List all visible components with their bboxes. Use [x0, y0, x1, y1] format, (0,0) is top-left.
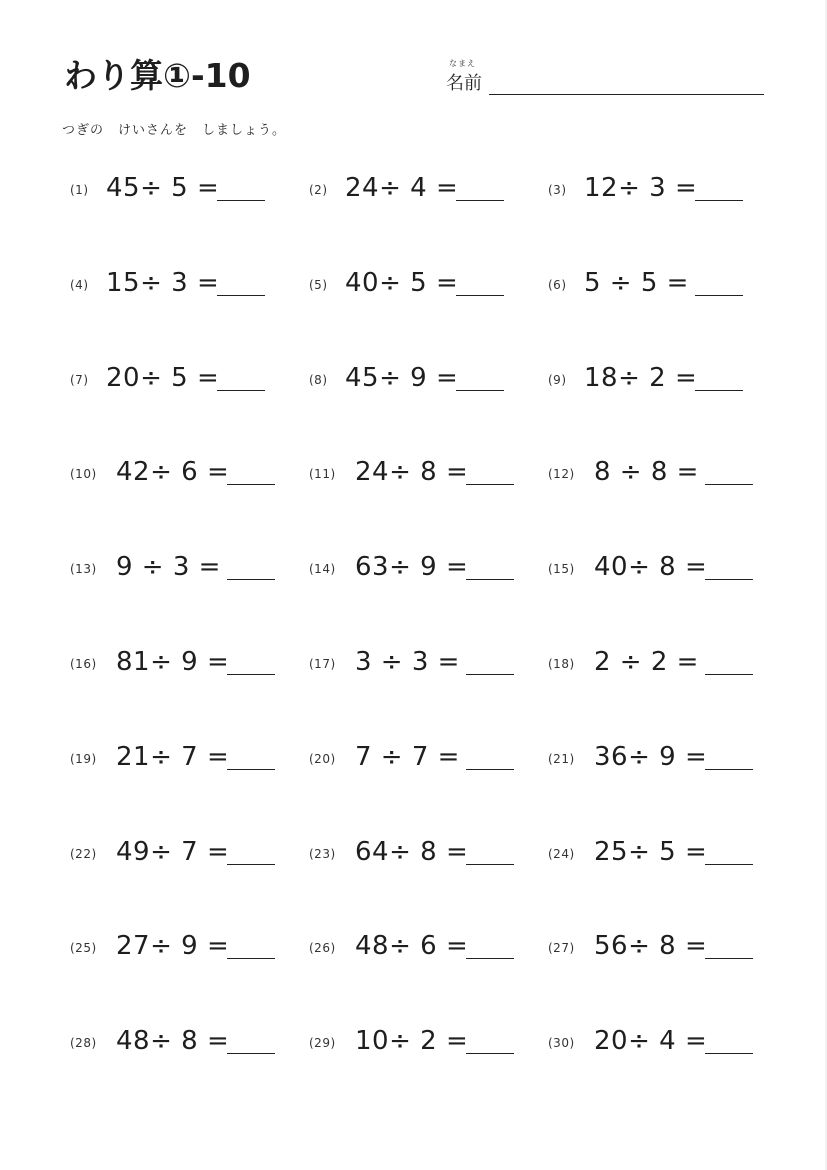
answer-blank[interactable]	[466, 864, 514, 865]
answer-blank[interactable]	[466, 1053, 514, 1054]
problem-expression: 24÷ 4 =	[345, 173, 459, 203]
answer-blank[interactable]	[705, 579, 753, 580]
problem-expression: 25÷ 5 =	[594, 836, 708, 867]
answer-blank[interactable]	[227, 579, 275, 580]
problem-item	[70, 1023, 300, 1063]
problem-item	[70, 454, 300, 494]
answer-blank[interactable]	[466, 674, 514, 675]
problem-number: (19)	[70, 751, 97, 766]
instruction-text: つぎの けいさんを しましょう。	[62, 123, 287, 138]
problem-expression: 9 ÷ 3 =	[116, 552, 221, 583]
answer-blank[interactable]	[217, 390, 265, 391]
problem-expression: 64÷ 8 =	[355, 836, 469, 867]
answer-blank[interactable]	[227, 864, 275, 865]
answer-blank[interactable]	[227, 769, 275, 770]
problem-item	[548, 454, 778, 494]
problem-expression: 45÷ 9 =	[345, 362, 459, 393]
answer-blank[interactable]	[695, 295, 743, 296]
answer-blank[interactable]	[456, 295, 504, 296]
problem-number: (17)	[309, 657, 336, 671]
problem-item	[70, 739, 300, 779]
problem-number: (24)	[548, 846, 575, 861]
answer-blank[interactable]	[456, 390, 504, 391]
problem-expression: 45÷ 5 =	[106, 173, 220, 203]
problem-number: (15)	[548, 562, 575, 577]
name-label: 名前	[446, 73, 482, 94]
problem-expression: 12÷ 3 =	[584, 173, 698, 203]
problem-expression: 81÷ 9 =	[116, 647, 230, 677]
answer-blank[interactable]	[705, 1053, 753, 1054]
problem-expression: 63÷ 9 =	[355, 552, 469, 583]
problem-number: (12)	[548, 467, 575, 482]
answer-blank[interactable]	[705, 484, 753, 485]
problem-expression: 42÷ 6 =	[116, 457, 230, 488]
problem-number: (1)	[70, 183, 89, 197]
answer-blank[interactable]	[227, 674, 275, 675]
answer-blank[interactable]	[227, 958, 275, 959]
problem-item	[70, 644, 300, 684]
problem-item	[548, 1023, 778, 1063]
problem-number: (11)	[309, 467, 336, 482]
problem-expression: 18÷ 2 =	[584, 362, 698, 393]
problem-number: (6)	[548, 277, 567, 292]
problem-number: (9)	[548, 372, 567, 387]
problem-expression: 10÷ 2 =	[355, 1026, 469, 1057]
answer-blank[interactable]	[705, 769, 753, 770]
problem-number: (5)	[309, 277, 328, 292]
problem-number: (27)	[548, 941, 575, 956]
page-title: わり算①-10	[64, 56, 251, 95]
problem-item	[70, 928, 300, 968]
problem-expression: 27÷ 9 =	[116, 931, 230, 962]
problem-item	[309, 454, 539, 494]
problem-number: (14)	[309, 562, 336, 577]
answer-blank[interactable]	[227, 1053, 275, 1054]
answer-blank[interactable]	[705, 864, 753, 865]
problem-number: (8)	[309, 372, 328, 387]
problem-expression: 24÷ 8 =	[355, 457, 469, 488]
problem-item	[70, 834, 300, 874]
problem-number: (28)	[70, 1036, 97, 1051]
problem-item	[309, 928, 539, 968]
problem-item	[309, 644, 539, 684]
problem-expression: 36÷ 9 =	[594, 741, 708, 772]
answer-blank[interactable]	[705, 958, 753, 959]
problem-expression: 48÷ 8 =	[116, 1026, 230, 1057]
problem-number: (7)	[70, 372, 89, 387]
answer-blank[interactable]	[466, 484, 514, 485]
problem-expression: 5 ÷ 5 =	[584, 267, 689, 298]
problem-item	[70, 549, 300, 589]
name-ruby: なまえ	[449, 59, 476, 68]
problem-item	[70, 170, 300, 210]
problem-item	[309, 1023, 539, 1063]
problem-item	[548, 360, 778, 400]
problem-number: (3)	[548, 183, 567, 197]
problem-item	[548, 644, 778, 684]
problem-number: (13)	[70, 562, 97, 577]
answer-blank[interactable]	[466, 579, 514, 580]
problem-expression: 56÷ 8 =	[594, 931, 708, 962]
problem-expression: 21÷ 7 =	[116, 741, 230, 772]
problem-number: (29)	[309, 1036, 336, 1051]
problem-item	[548, 928, 778, 968]
problem-number: (25)	[70, 941, 97, 956]
problem-item	[548, 834, 778, 874]
problem-item	[309, 549, 539, 589]
problem-item	[309, 170, 539, 210]
problem-item	[548, 170, 778, 210]
problem-expression: 40÷ 8 =	[594, 552, 708, 583]
problem-expression: 20÷ 4 =	[594, 1026, 708, 1057]
problem-number: (23)	[309, 846, 336, 861]
problem-number: (16)	[70, 657, 97, 671]
answer-blank[interactable]	[456, 200, 504, 201]
problem-number: (10)	[70, 467, 97, 482]
problem-expression: 40÷ 5 =	[345, 267, 459, 298]
answer-blank[interactable]	[227, 484, 275, 485]
answer-blank[interactable]	[695, 200, 743, 201]
problem-expression: 8 ÷ 8 =	[594, 457, 699, 488]
problem-item	[548, 265, 778, 305]
problem-item	[309, 360, 539, 400]
problem-expression: 48÷ 6 =	[355, 931, 469, 962]
problem-number: (20)	[309, 751, 336, 766]
problem-item	[70, 360, 300, 400]
answer-blank[interactable]	[217, 200, 265, 201]
answer-blank[interactable]	[705, 674, 753, 675]
problem-number: (18)	[548, 657, 575, 671]
problem-item	[70, 265, 300, 305]
problem-expression: 7 ÷ 7 =	[355, 741, 460, 772]
problem-number: (26)	[309, 941, 336, 956]
problem-number: (4)	[70, 277, 89, 292]
answer-blank[interactable]	[466, 769, 514, 770]
problem-number: (30)	[548, 1036, 575, 1051]
answer-blank[interactable]	[695, 390, 743, 391]
answer-blank[interactable]	[466, 958, 514, 959]
problem-expression: 2 ÷ 2 =	[594, 647, 699, 677]
problem-number: (21)	[548, 751, 575, 766]
problem-expression: 15÷ 3 =	[106, 267, 220, 298]
problem-item	[309, 739, 539, 779]
problem-item	[548, 549, 778, 589]
problem-number: (22)	[70, 846, 97, 861]
problem-expression: 49÷ 7 =	[116, 836, 230, 867]
problem-item	[309, 265, 539, 305]
problem-item	[309, 834, 539, 874]
problem-number: (2)	[309, 183, 328, 197]
problem-item	[548, 739, 778, 779]
answer-blank[interactable]	[217, 295, 265, 296]
problem-expression: 20÷ 5 =	[106, 362, 220, 393]
problem-expression: 3 ÷ 3 =	[355, 647, 460, 677]
